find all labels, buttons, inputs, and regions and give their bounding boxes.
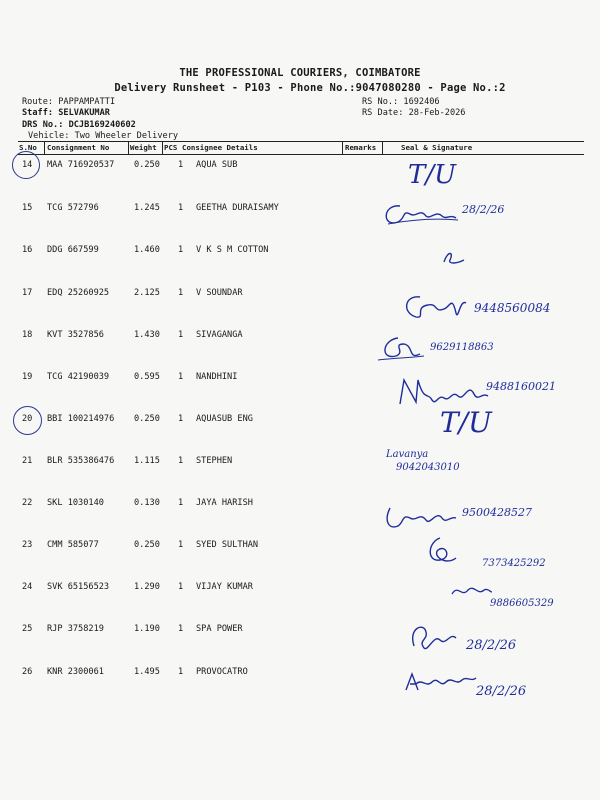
row-weight: 2.125 [134,288,160,298]
column-divider [162,142,163,154]
row-pcs: 1 [178,624,184,634]
row-consignee: SPA POWER [196,624,243,634]
serial-circle-mark [12,151,40,179]
serial-circle-mark [13,406,42,435]
col-remarks: Remarks [345,143,377,152]
table-row [0,160,600,200]
row-weight: 0.250 [134,160,160,170]
row-consignee: NANDHINI [196,372,238,382]
row-consignee: GEETHA DURAISAMY [196,203,279,213]
signature-mark [380,500,460,536]
row-sno: 25 [22,624,33,634]
row-sno: 24 [22,582,33,592]
col-weight: Weight [130,143,157,152]
row-consignment: TCG 42190039 [47,372,110,382]
row-weight: 0.130 [134,498,160,508]
signature-mark [398,287,470,327]
col-sno: S.No [19,143,37,152]
handwritten-tu: T/U [440,406,492,439]
row-pcs: 1 [178,330,184,340]
row-consignment: BLR 535386476 [47,456,115,466]
row-sno: 15 [22,203,33,213]
signature-mark [374,330,426,370]
row-pcs: 1 [178,498,184,508]
signature-mark [398,618,458,654]
row-consignment: EDQ 25260925 [47,288,110,298]
table-row [0,330,600,370]
handwritten-name: Lavanya [386,449,429,460]
row-pcs: 1 [178,203,184,213]
handwritten-phone: 9886605329 [490,598,554,609]
handwritten-phone: 9488160021 [486,380,556,393]
row-sno: 26 [22,667,33,677]
row-weight: 1.290 [134,582,160,592]
row-pcs: 1 [178,245,184,255]
row-consignee: STEPHEN [196,456,233,466]
row-weight: 1.495 [134,667,160,677]
handwritten-phone: 9042043010 [396,462,460,473]
row-sno: 14 [22,160,33,170]
staff-label: Staff: SELVAKUMAR [22,108,110,118]
col-consignment: Consignment No [47,143,110,152]
drs-number: DRS No.: DCJB169240602 [22,120,136,130]
row-consignee: AQUASUB ENG [196,414,253,424]
row-sno: 21 [22,456,33,466]
row-weight: 0.250 [134,414,160,424]
row-pcs: 1 [178,456,184,466]
signature-mark [438,244,468,270]
row-pcs: 1 [178,540,184,550]
handwritten-date: 28/2/26 [462,203,505,216]
row-pcs: 1 [178,667,184,677]
row-consignee: V SOUNDAR [196,288,243,298]
rs-number: RS No.: 1692406 [362,97,440,107]
table-row [0,245,600,285]
row-consignment: CMM 585077 [47,540,99,550]
row-consignment: KVT 3527856 [47,330,104,340]
row-pcs: 1 [178,414,184,424]
handwritten-tu: T/U [408,160,457,190]
row-sno: 17 [22,288,33,298]
row-pcs: 1 [178,582,184,592]
column-divider [342,142,343,154]
row-sno: 18 [22,330,33,340]
row-weight: 1.460 [134,245,160,255]
runsheet-title: Delivery Runsheet - P103 - Phone No.:9047080280 - Page No.:2 [114,82,506,94]
signature-mark [448,580,492,600]
table-row [0,456,600,496]
row-sno: 16 [22,245,33,255]
column-divider [44,142,45,154]
row-consignee: JAYA HARISH [196,498,253,508]
row-consignment: MAA 716920537 [47,160,115,170]
col-seal-signature: Seal & Signature [401,143,473,152]
header-top-rule [18,141,584,142]
row-weight: 1.245 [134,203,160,213]
row-consignee: AQUA SUB [196,160,238,170]
row-consignee: SYED SULTHAN [196,540,259,550]
column-divider [382,142,383,154]
row-sno: 20 [22,414,33,424]
route-label: Route: PAPPAMPATTI [22,97,116,107]
row-sno: 22 [22,498,33,508]
vehicle-label: Vehicle: Two Wheeler Delivery [28,131,179,141]
row-weight: 1.190 [134,624,160,634]
row-consignee: PROVOCATRO [196,667,248,677]
handwritten-phone: 9448560084 [474,301,551,315]
row-weight: 1.115 [134,456,160,466]
header-bottom-rule [18,154,584,155]
row-consignment: KNR 2300061 [47,667,104,677]
row-consignment: RJP 3758219 [47,624,104,634]
handwritten-date: 28/2/26 [466,638,517,653]
row-weight: 0.250 [134,540,160,550]
row-consignee: V K S M COTTON [196,245,269,255]
row-consignment: BBI 100214976 [47,414,115,424]
row-consignment: TCG 572796 [47,203,99,213]
row-sno: 23 [22,540,33,550]
column-divider [128,142,129,154]
row-consignee: SIVAGANGA [196,330,243,340]
row-sno: 19 [22,372,33,382]
signature-mark [380,198,460,234]
row-consignment: DDG 667599 [47,245,99,255]
row-weight: 0.595 [134,372,160,382]
signature-mark [420,532,460,572]
row-consignment: SVK 65156523 [47,582,110,592]
company-title: THE PROFESSIONAL COURIERS, COIMBATORE [179,67,421,79]
row-pcs: 1 [178,372,184,382]
row-weight: 1.430 [134,330,160,340]
table-row [0,414,600,454]
handwritten-date: 28/2/26 [476,684,527,699]
row-pcs: 1 [178,160,184,170]
rs-date: RS Date: 28-Feb-2026 [362,108,466,118]
col-pcs: PCS [164,143,178,152]
table-row [0,203,600,243]
row-consignee: VIJAY KUMAR [196,582,253,592]
row-consignment: SKL 1030140 [47,498,104,508]
row-pcs: 1 [178,288,184,298]
handwritten-phone: 9500428527 [462,506,532,519]
signature-mark [402,668,478,696]
handwritten-phone: 7373425292 [482,558,546,569]
handwritten-phone: 9629118863 [430,342,494,353]
col-consignee: Consignee Details [182,143,258,152]
